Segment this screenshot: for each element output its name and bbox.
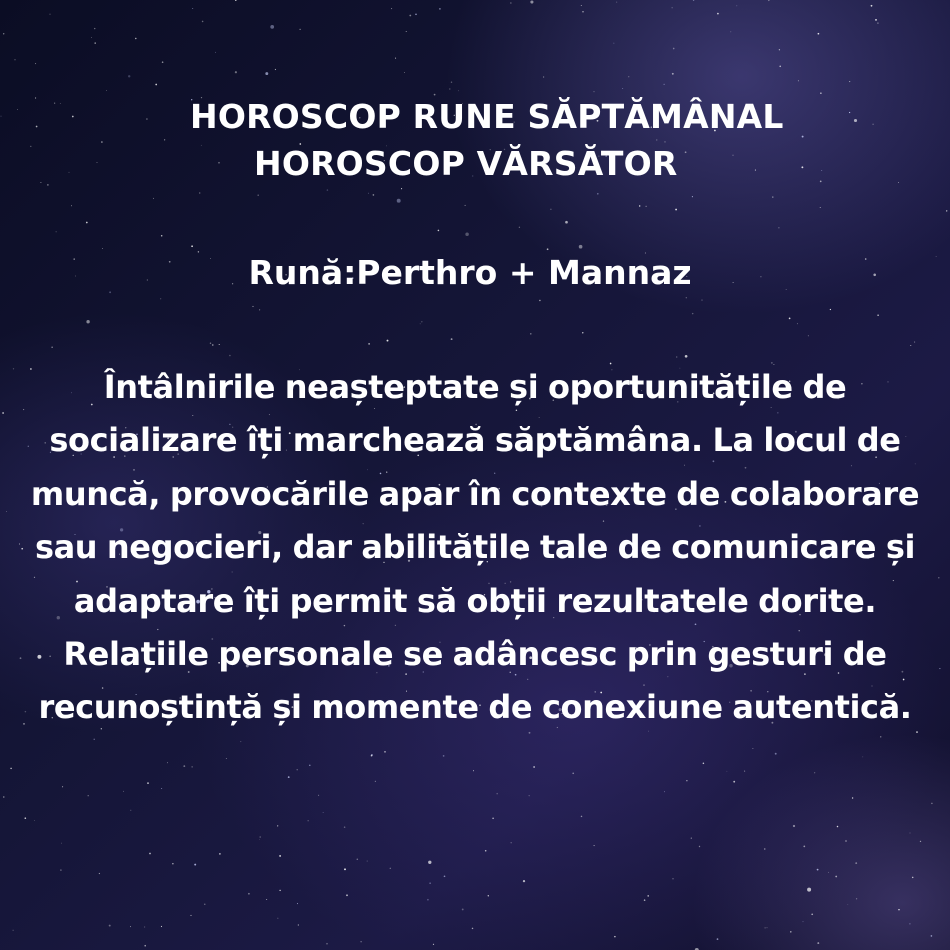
rune-line: Rună:Perthro + Mannaz — [248, 253, 692, 292]
title-line-2: HOROSCOP VĂRSĂTOR — [254, 144, 678, 183]
horoscope-body-text: Întâlnirile neașteptate și oportunitățile de socializare îți marchează săptămâna. La locul de muncă, provocările apar în contexte de colaborare sau negocieri, dar abilitățile tale de comunicare și adaptare îți permit să obții rezultatele dorite. Relațiile personale se adâncesc prin gesturi de recunoștință și momente de conexiune autentică. — [30, 368, 920, 727]
title-line-1: HOROSCOP RUNE SĂPTĂMÂNAL — [190, 97, 784, 136]
